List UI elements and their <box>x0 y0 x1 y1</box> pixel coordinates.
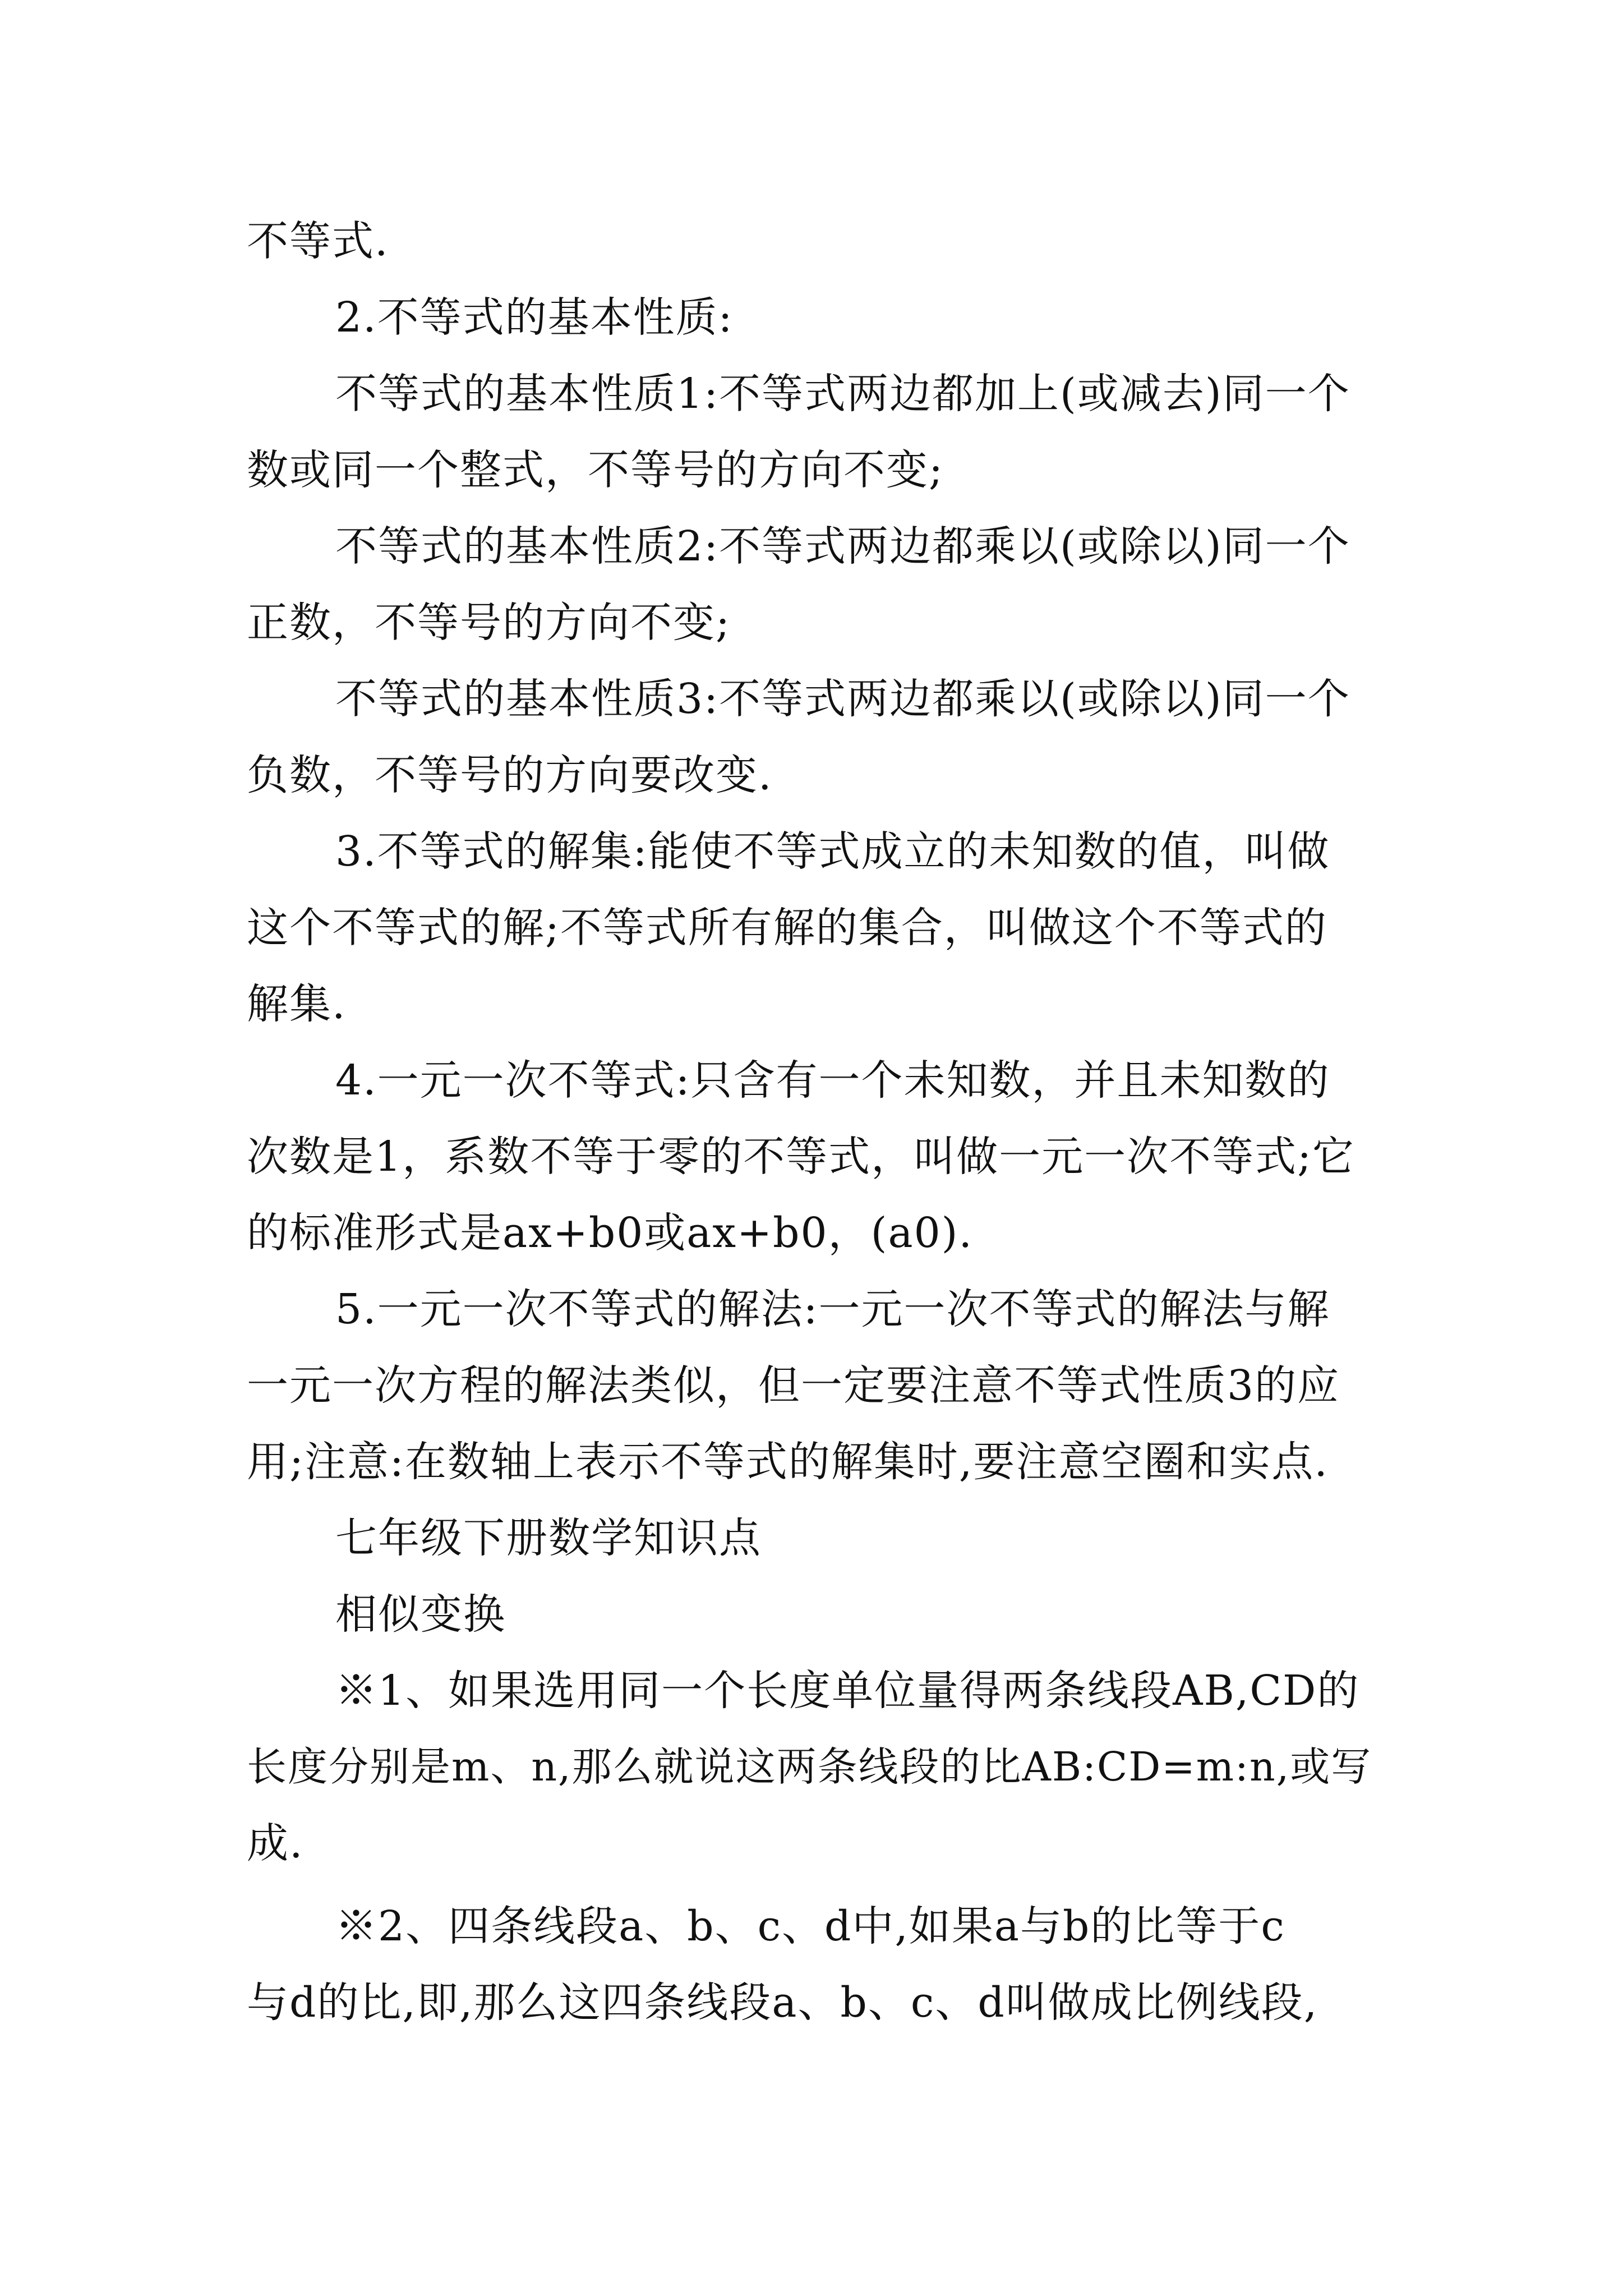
text-line-8: 负数，不等号的方向要改变. <box>247 751 773 799</box>
text-line-2: 2.不等式的基本性质: <box>335 293 734 342</box>
text-line-18: 七年级下册数学知识点 <box>335 1514 762 1562</box>
text-line-16: 一元一次方程的解法类似，但一定要注意不等式性质3的应 <box>247 1361 1340 1410</box>
text-line-19: 相似变换 <box>335 1590 506 1639</box>
text-line-23: ※2、四条线段a、b、c、d中,如果a与b的比等于c <box>335 1902 1285 1950</box>
text-line-21: 长度分别是m、n,那么就说这两条线段的比AB:CD=m:n,或写 <box>247 1743 1372 1790</box>
text-line-13: 次数是1，系数不等于零的不等式，叫做一元一次不等式;它 <box>247 1133 1355 1181</box>
text-line-1: 不等式. <box>247 217 389 265</box>
text-line-22: 成. <box>247 1819 304 1867</box>
text-line-10: 这个不等式的解;不等式所有解的集合，叫做这个不等式的 <box>247 904 1327 952</box>
text-line-3: 不等式的基本性质1:不等式两边都加上(或减去)同一个 <box>335 370 1350 418</box>
text-line-5: 不等式的基本性质2:不等式两边都乘以(或除以)同一个 <box>335 522 1350 570</box>
text-line-17: 用;注意:在数轴上表示不等式的解集时,要注意空圈和实点. <box>247 1438 1329 1486</box>
text-line-9: 3.不等式的解集:能使不等式成立的未知数的值，叫做 <box>335 827 1330 876</box>
text-line-7: 不等式的基本性质3:不等式两边都乘以(或除以)同一个 <box>335 675 1350 723</box>
text-line-15: 5.一元一次不等式的解法:一元一次不等式的解法与解 <box>335 1285 1330 1333</box>
text-line-14: 的标准形式是ax+b0或ax+b0，(a0). <box>247 1209 974 1257</box>
text-line-6: 正数，不等号的方向不变; <box>247 599 731 647</box>
text-line-24: 与d的比,即,那么这四条线段a、b、c、d叫做成比例线段, <box>247 1978 1318 2027</box>
text-line-11: 解集. <box>247 980 347 1028</box>
text-line-4: 数或同一个整式，不等号的方向不变; <box>247 446 944 494</box>
text-line-12: 4.一元一次不等式:只含有一个未知数，并且未知数的 <box>335 1056 1330 1105</box>
text-line-20: ※1、如果选用同一个长度单位量得两条线段AB,CD的 <box>335 1667 1360 1715</box>
